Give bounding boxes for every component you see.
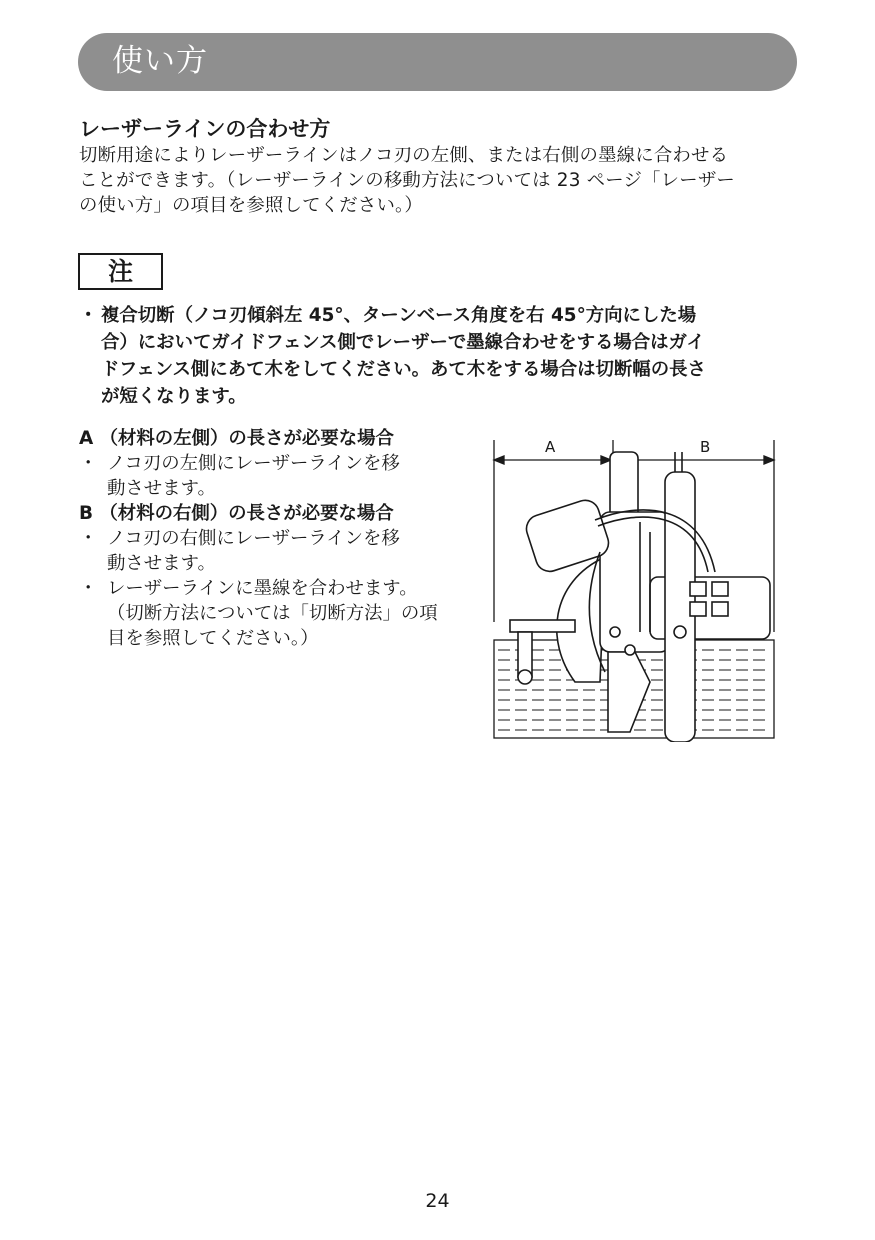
note-line: ドフェンス側にあて木をしてください。あて木をする場合は切断幅の長さ — [101, 359, 706, 380]
case-a-title: A （材料の左側）の長さが必要な場合 — [79, 428, 394, 449]
cases-column — [79, 426, 474, 651]
dimension-label-b: B — [700, 438, 711, 456]
note-line: が短くなります。 — [101, 386, 247, 407]
case-b-line — [79, 526, 474, 551]
intro-line: の使い方」の項目を参照してください。） — [79, 195, 424, 216]
intro-paragraph — [79, 143, 801, 218]
case-c-line: 目を参照してください。） — [107, 628, 319, 649]
note-text: 複合切断（ノコ刃傾斜左 45°、ターンベース角度を右 45°方向にした場 — [101, 305, 697, 326]
section-banner — [78, 33, 797, 91]
circular-saw-illustration — [490, 432, 780, 742]
note-label: 注 — [78, 253, 163, 290]
note-line — [79, 302, 794, 329]
bullet: ・ — [79, 578, 98, 599]
case-b-text: ノコ刃の右側にレーザーラインを移 — [107, 528, 400, 549]
dimension-label-a: A — [545, 438, 556, 456]
case-a-line — [79, 451, 474, 476]
bullet: ・ — [79, 528, 98, 549]
section-heading: レーザーラインの合わせ方 — [79, 117, 331, 141]
note-line: 合）においてガイドフェンス側でレーザーで墨線合わせをする場合はガイ — [101, 332, 705, 353]
case-c-text: レーザーラインに墨線を合わせます。 — [107, 578, 418, 599]
intro-line: 切断用途によりレーザーラインはノコ刃の左側、または右側の墨線に合わせる — [79, 145, 729, 166]
case-a-line: 動させます。 — [107, 478, 216, 499]
intro-line: ことができます。（レーザーラインの移動方法については 23 ページ「レーザー — [79, 170, 736, 191]
case-a-text: ノコ刃の左側にレーザーラインを移 — [107, 453, 400, 474]
bullet: ・ — [79, 305, 98, 326]
bullet: ・ — [79, 453, 98, 474]
note-list — [79, 302, 794, 410]
case-b-title: B （材料の右側）の長さが必要な場合 — [79, 503, 394, 524]
page-title: 使い方 — [112, 43, 208, 79]
case-c-line: （切断方法については「切断方法」の項 — [107, 603, 438, 624]
page-number: 24 — [425, 1190, 450, 1212]
case-c-line — [79, 576, 474, 601]
case-b-line: 動させます。 — [107, 553, 216, 574]
